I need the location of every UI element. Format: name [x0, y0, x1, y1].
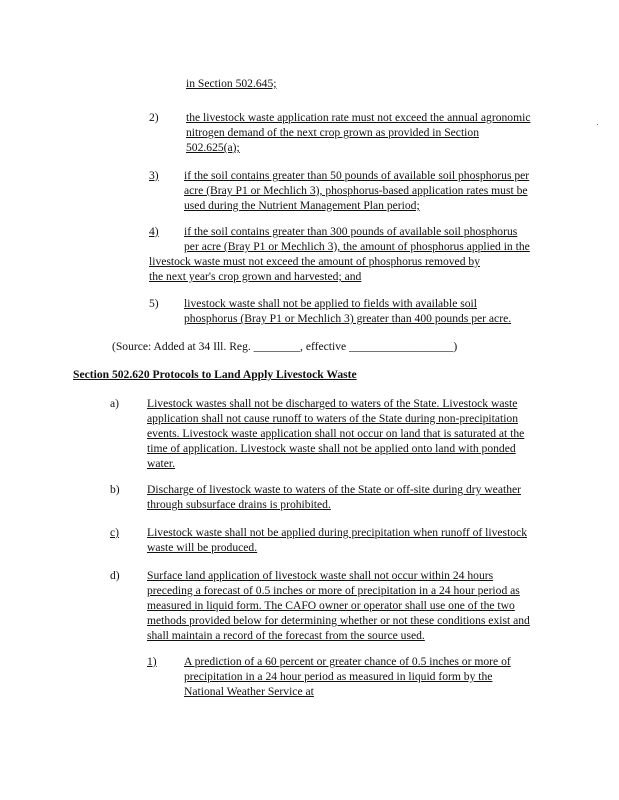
item-3-number: 3) — [149, 169, 159, 182]
item-4-number: 4) — [149, 225, 159, 238]
item-5-text: livestock waste shall not be applied to fields with available soil phosphorus (Bray P1 or Mechlich 3) greater than 400 pounds per acre. — [184, 297, 512, 325]
subsection-d-number: d) — [110, 569, 120, 582]
source-note: (Source: Added at 34 Ill. Reg. ________, effective __________________) — [112, 340, 458, 353]
subsection-d-text: Surface land application of livestock waste shall not occur within 24 hours preceding a forecast of 0.5 inches or more of precipitation in a 24 hour period as measured in liquid form. The CAFO owner or operator shall use one of the two methods provided below for determining whether or not these conditions exist and shall maintain a record of the forecast from the source used. — [147, 569, 530, 642]
section-heading: Section 502.620 Protocols to Land Apply Livestock Waste — [73, 368, 357, 381]
item-2-text: the livestock waste application rate must not exceed the annual agronomic nitrogen demand of the next crop grown as provided in Section 502.625(a); — [186, 111, 531, 154]
subsection-a-text: Livestock wastes shall not be discharged to waters of the State. Livestock waste application shall not cause runoff to waters of the State during non-precipitation events. Livestock waste application shall not occur on land that is saturated at the time of application. Livestock waste shall not be applied onto land with ponded water. — [147, 397, 525, 470]
subsection-d1-number: 1) — [147, 655, 157, 668]
item-4-continuation: livestock waste must not exceed the amount of phosphorus removed by the next year's crop grown and harvested; and — [149, 255, 480, 283]
subsection-b-number: b) — [110, 483, 120, 496]
fragment-line: in Section 502.645; — [186, 77, 277, 90]
item-2-number: 2) — [149, 111, 159, 124]
item-3-text: if the soil contains greater than 50 pounds of available soil phosphorus per acre (Bray P1 or Mechlich 3), phosphorus-based application rates must be used during the Nutrient Management Plan period; — [184, 169, 530, 212]
scan-speck — [597, 124, 598, 125]
subsection-b-text: Discharge of livestock waste to waters of the State or off-site during dry weather through subsurface drains is prohibited. — [147, 483, 522, 511]
item-4-text: if the soil contains greater than 300 pounds of available soil phosphorus per acre (Bray P1 or Mechlich 3), the amount of phosphorus applied in the — [184, 225, 530, 253]
item-5-number: 5) — [149, 297, 159, 310]
subsection-c-text: Livestock waste shall not be applied during precipitation when runoff of livestock waste will be produced. — [147, 526, 528, 554]
subsection-a-number: a) — [110, 397, 120, 410]
subsection-c-number: c) — [110, 526, 120, 539]
subsection-d1-text: A prediction of a 60 percent or greater chance of 0.5 inches or more of precipitation in a 24 hour period as measured in liquid form by the National Weather Service at — [184, 655, 511, 698]
